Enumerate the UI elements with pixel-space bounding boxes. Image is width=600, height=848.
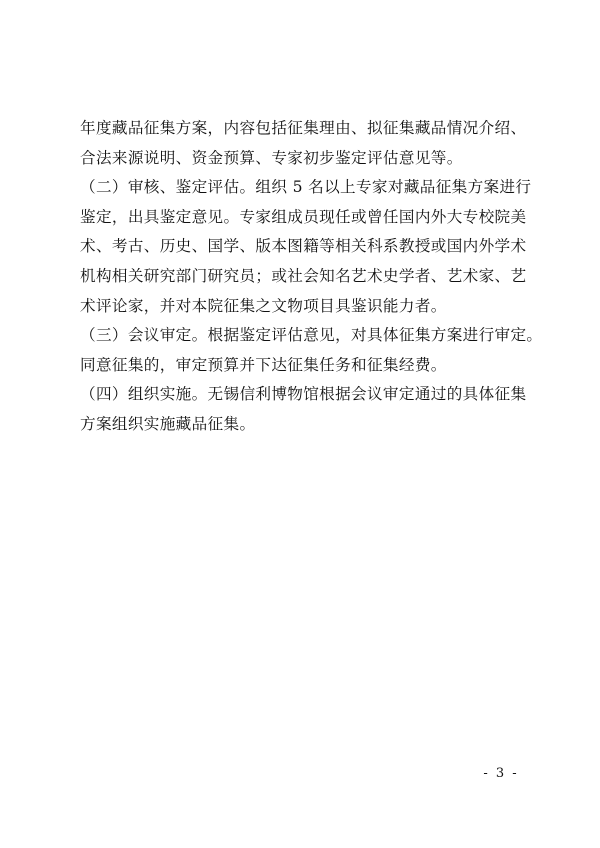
text-line-7: 术评论家，并对本院征集之文物项目具鉴识能力者。 (80, 296, 447, 315)
text-line-10: （四）组织实施。无锡信利博物馆根据会议审定通过的具体征集 (80, 385, 527, 404)
text-line-6: 机构相关研究部门研究员；或社会知名艺术史学者、艺术家、艺 (80, 266, 527, 285)
body-text (80, 114, 543, 440)
page-number: - 3 - (483, 766, 519, 781)
text-line-3: （二）审核、鉴定评估。组织 5 名以上专家对藏品征集方案进行 (80, 178, 532, 197)
text-line-8: （三）会议审定。根据鉴定评估意见，对具体征集方案进行审定。 (80, 326, 543, 345)
text-line-1: 年度藏品征集方案，内容包括征集理由、拟征集藏品情况介绍、 (80, 119, 527, 137)
text-line-9: 同意征集的，审定预算并下达征集任务和征集经费。 (80, 355, 447, 374)
text-line-5: 术、考古、历史、国学、版本图籍等相关科系教授或国内外学术 (80, 237, 527, 256)
text-line-4: 鉴定，出具鉴定意见。专家组成员现任或曾任国内外大专校院美 (80, 207, 527, 226)
text-line-2: 合法来源说明、资金预算、专家初步鉴定评估意见等。 (80, 148, 463, 167)
text-line-11: 方案组织实施藏品征集。 (80, 414, 256, 433)
